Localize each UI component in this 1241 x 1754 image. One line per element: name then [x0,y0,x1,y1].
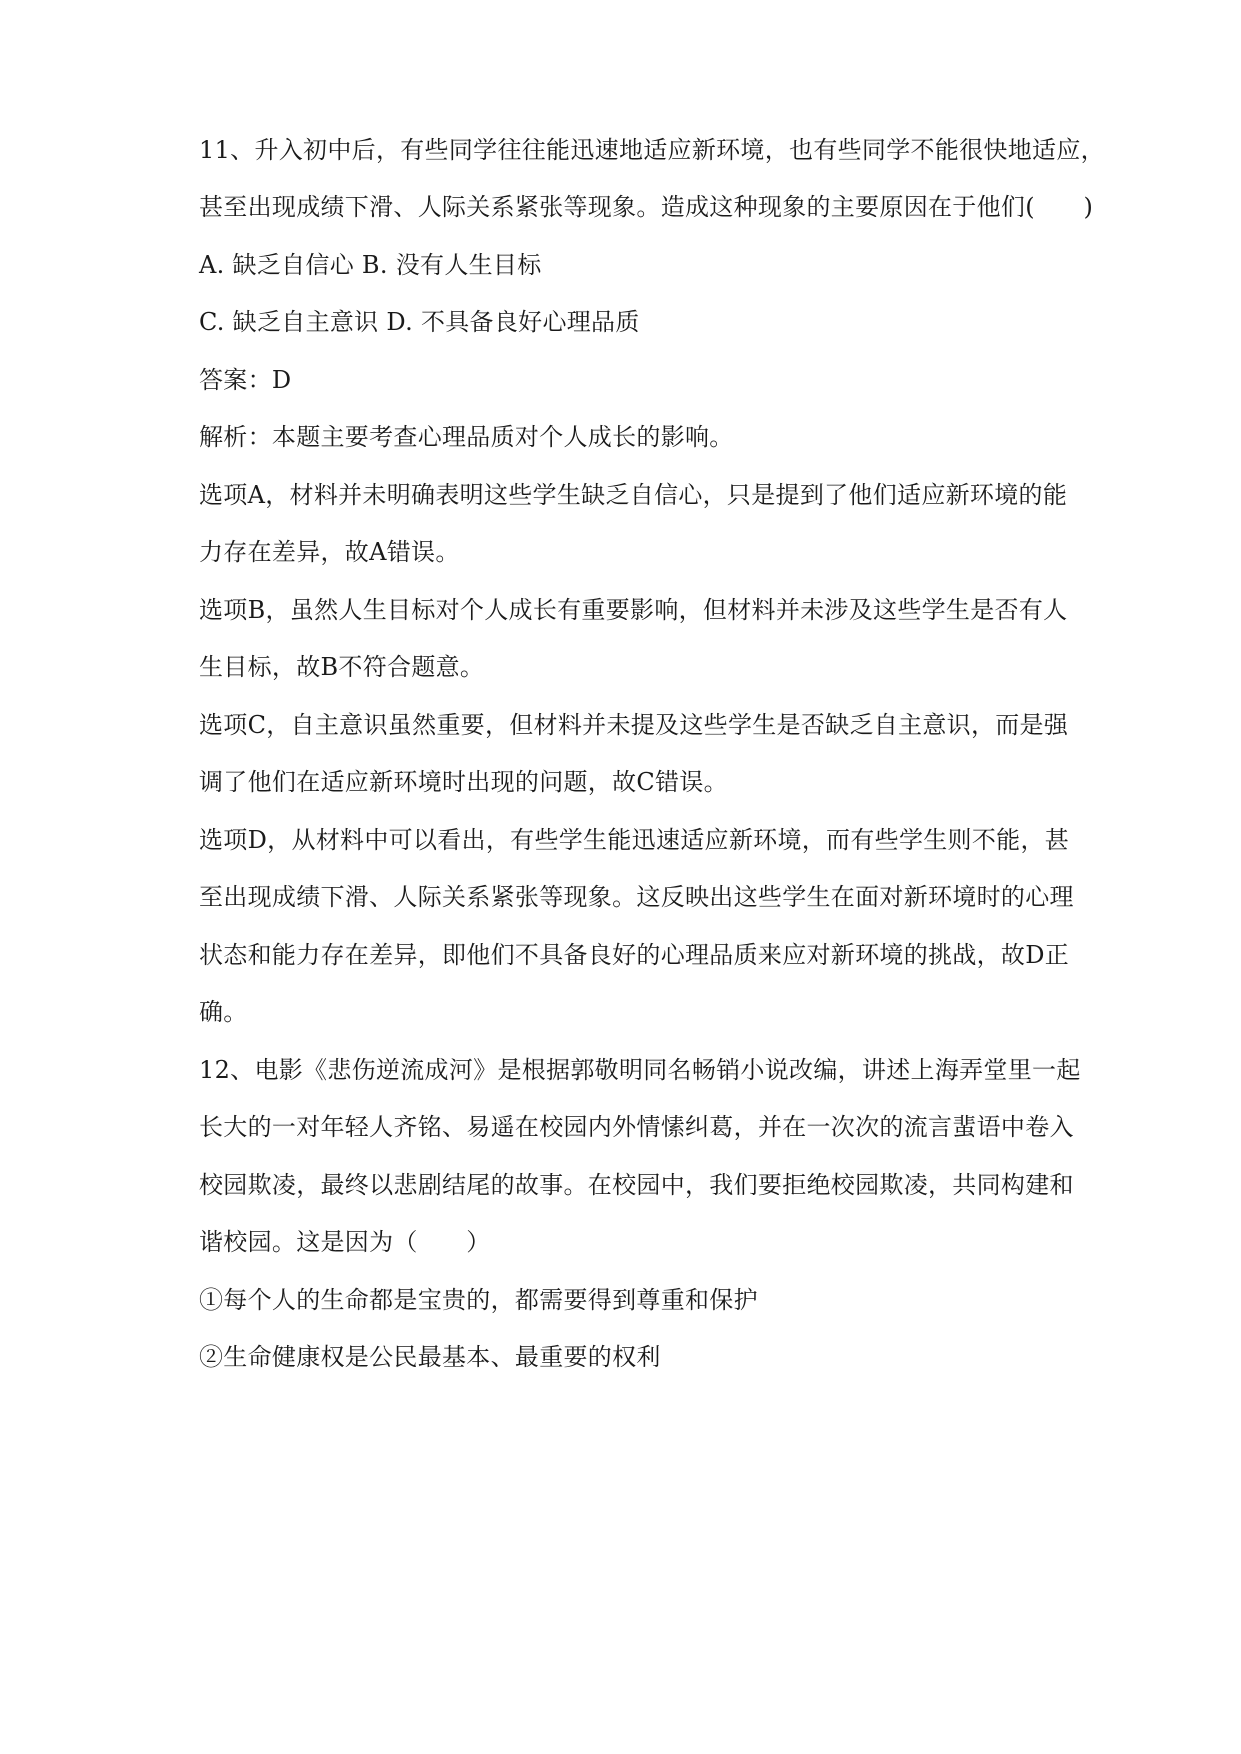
q11-option-d-line-4: 确。 [199,998,248,1026]
q11-option-b-line-1: 选项B，虽然人生目标对个人成长有重要影响，但材料并未涉及这些学生是否有人 [199,596,1068,624]
q11-option-d-line-1: 选项D，从材料中可以看出，有些学生能迅速适应新环境，而有些学生则不能，甚 [199,826,1070,854]
q11-stem-line-1: 11、升入初中后，有些同学往往能迅速地适应新环境，也有些同学不能很快地适应， [199,136,1105,164]
q11-option-a-line-2: 力存在差异，故A错误。 [199,538,460,566]
q11-analysis: 解析：本题主要考查心理品质对个人成长的影响。 [199,423,734,451]
q12-statement-1: ①每个人的生命都是宝贵的，都需要得到尊重和保护 [199,1286,758,1314]
q12-statement-2: ②生命健康权是公民最基本、最重要的权利 [199,1343,661,1371]
q11-option-d-line-2: 至出现成绩下滑、人际关系紧张等现象。这反映出这些学生在面对新环境时的心理 [199,883,1074,911]
q12-stem-line-4: 谐校园。这是因为（ ） [199,1228,491,1256]
q11-answer: 答案：D [199,366,292,394]
q11-option-b-line-2: 生目标，故B不符合题意。 [199,653,485,681]
q11-option-d-line-3: 状态和能力存在差异，即他们不具备良好的心理品质来应对新环境的挑战，故D正 [199,941,1070,969]
q11-options-line-2: C. 缺乏自主意识 D. 不具备良好心理品质 [199,308,640,336]
q11-option-c-line-1: 选项C，自主意识虽然重要，但材料并未提及这些学生是否缺乏自主意识，而是强 [199,711,1069,739]
q12-stem-line-3: 校园欺凌，最终以悲剧结尾的故事。在校园中，我们要拒绝校园欺凌，共同构建和 [199,1171,1074,1199]
q12-stem-line-2: 长大的一对年轻人齐铭、易遥在校园内外情愫纠葛，并在一次次的流言蜚语中卷入 [199,1113,1074,1141]
q11-options-line-1: A. 缺乏自信心 B. 没有人生目标 [199,251,542,279]
q12-stem-line-1: 12、电影《悲伤逆流成河》是根据郭敬明同名畅销小说改编，讲述上海弄堂里一起 [199,1056,1081,1084]
q11-option-c-line-2: 调了他们在适应新环境时出现的问题，故C错误。 [199,768,728,796]
q11-option-a-line-1: 选项A，材料并未明确表明这些学生缺乏自信心，只是提到了他们适应新环境的能 [199,481,1068,509]
q11-stem-line-2: 甚至出现成绩下滑、人际关系紧张等现象。造成这种现象的主要原因在于他们( ) [199,193,1094,221]
